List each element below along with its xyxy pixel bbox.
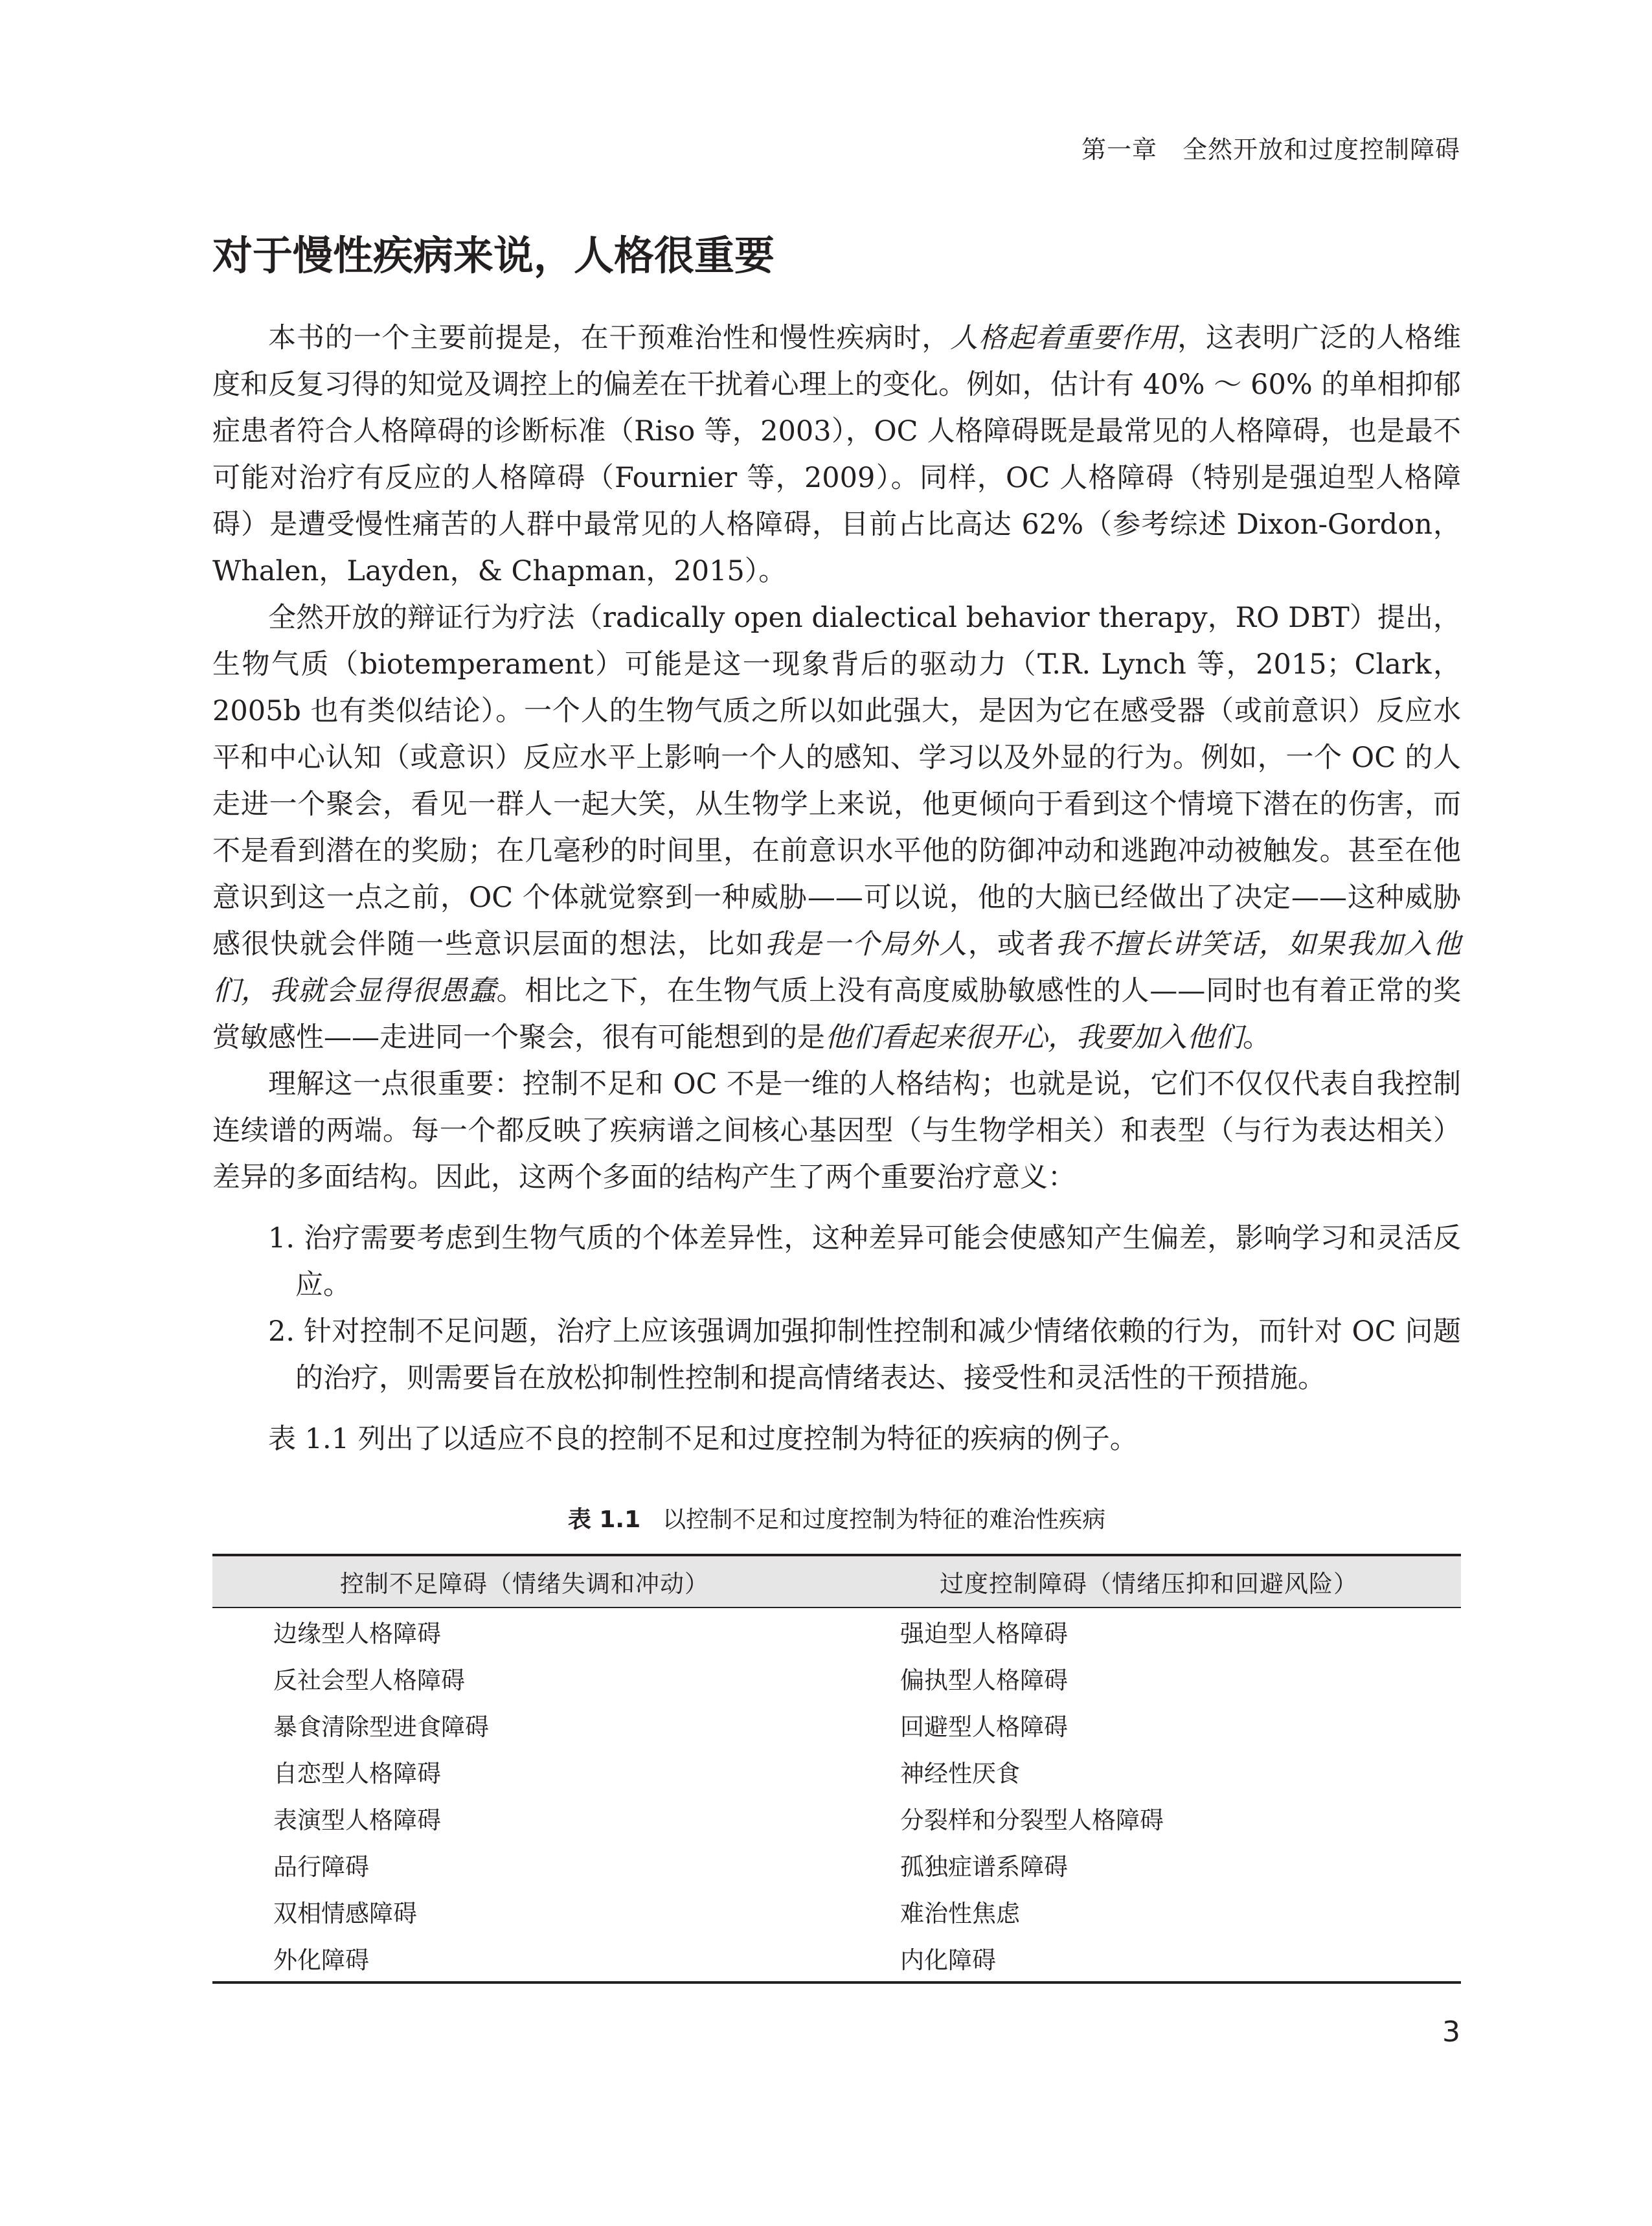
table-row bbox=[212, 1607, 1461, 1655]
table-cell-undercontrol: 双相情感障碍 bbox=[273, 1899, 417, 1927]
table-header-undercontrol: 控制不足障碍（情绪失调和冲动） bbox=[212, 1555, 837, 1607]
table-row bbox=[212, 1841, 1461, 1888]
paragraph-2-text-a: 全然开放的辩证行为疗法（radically open dialectical behavior therapy，RO DBT）提出，生物气质（biotemperament）可能是这一现象背后的驱动力（T.R. Lynch 等，2015；Clark，2005b 也有类似结论）。一个人的生物气质之所以如此强大，是因为它在感受器（或前意识）反应水平和中心认知（或意识）反应水平上影响一个人的感知、学习以及外显的行为。例如，一个 OC 的人走进一个聚会，看见一群人一起大笑，从生物学上来说，他更倾向于看到这个情境下潜在的伤害，而不是看到潜在的奖励；在几毫秒的时间里，在前意识水平他的防御冲动和逃跑冲动被触发。甚至在他意识到这一点之前，OC 个体就觉察到一种威胁——可以说，他的大脑已经做出了决定——这种威胁感很快就会伴随一些意识层面的想法，比如 bbox=[212, 601, 1461, 960]
paragraph-1-emphasis: 人格起着重要作用 bbox=[950, 321, 1178, 354]
paragraph-1 bbox=[212, 315, 1461, 595]
paragraph-1-text-b: ，这表明广泛的人格维度和反复习得的知觉及调控上的偏差在干扰着心理上的变化。例如，估计有 40% ～ 60% 的单相抑郁症患者符合人格障碍的诊断标准（Riso 等，2003），OC 人格障碍既是最常见的人格障碍，也是最不可能对治疗有反应的人格障碍（Fournier 等，2009）。同样，OC 人格障碍（特别是强迫型人格障碍）是遭受慢性痛苦的人群中最常见的人格障碍，目前占比高达 62%（参考综述 Dixon-Gordon，Whalen，Layden，& Chapman，2015）。 bbox=[212, 321, 1462, 587]
table-caption bbox=[212, 1501, 1461, 1534]
paragraph-2-emphasis-2: 我不擅长讲笑话，如果我加入他们，我就会显得很愚蠢 bbox=[212, 927, 1462, 1007]
table-cell-overcontrol: 回避型人格障碍 bbox=[900, 1712, 1068, 1741]
table-row bbox=[212, 1795, 1461, 1841]
table-header-overcontrol: 过度控制障碍（情绪压抑和回避风险） bbox=[837, 1555, 1461, 1607]
table-cell-overcontrol: 神经性厌食 bbox=[900, 1759, 1020, 1788]
paragraph-2-emphasis-1: 我是一个局外人 bbox=[764, 927, 968, 960]
implications-list bbox=[212, 1215, 1461, 1402]
table-cell-overcontrol: 难治性焦虑 bbox=[900, 1899, 1020, 1927]
table-cell-undercontrol: 表演型人格障碍 bbox=[273, 1806, 441, 1834]
table-row bbox=[212, 1655, 1461, 1701]
paragraph-2 bbox=[212, 595, 1461, 1061]
table-cell-overcontrol: 内化障碍 bbox=[900, 1946, 996, 1974]
table-row bbox=[212, 1935, 1461, 1982]
table-cell-overcontrol: 孤独症谱系障碍 bbox=[900, 1852, 1068, 1881]
list-item: 1. 治疗需要考虑到生物气质的个体差异性，这种差异可能会使感知产生偏差，影响学习和灵活反应。 bbox=[268, 1221, 1461, 1301]
paragraph-2-text-b: ，或者 bbox=[967, 927, 1056, 960]
table-row bbox=[212, 1701, 1461, 1748]
table-header-row bbox=[212, 1555, 1461, 1607]
running-header: 第一章 全然开放和过度控制障碍 bbox=[1081, 135, 1460, 164]
table-cell-overcontrol: 强迫型人格障碍 bbox=[900, 1619, 1068, 1648]
table-cell-undercontrol: 外化障碍 bbox=[273, 1946, 369, 1974]
paragraph-2-text-d: 。 bbox=[1243, 1021, 1271, 1054]
table-cell-undercontrol: 边缘型人格障碍 bbox=[273, 1619, 441, 1648]
page-number: 3 bbox=[1442, 2016, 1460, 2049]
list-item: 2. 针对控制不足问题，治疗上应该强调加强抑制性控制和减少情绪依赖的行为，而针对 OC 问题的治疗，则需要旨在放松抑制性控制和提高情绪表达、接受性和灵活性的干预措施。 bbox=[268, 1315, 1461, 1394]
paragraph-2-emphasis-3: 他们看起来很开心，我要加入他们 bbox=[825, 1021, 1243, 1054]
table-caption-number: 表 1.1 bbox=[567, 1506, 641, 1533]
paragraph-1-text-a: 本书的一个主要前提是，在干预难治性和慢性疾病时， bbox=[268, 321, 951, 354]
table-cell-overcontrol: 分裂样和分裂型人格障碍 bbox=[900, 1806, 1164, 1834]
page-content bbox=[212, 231, 1461, 1984]
section-title: 对于慢性疾病来说，人格很重要 bbox=[212, 232, 775, 279]
table-row bbox=[212, 1748, 1461, 1795]
table-cell-undercontrol: 品行障碍 bbox=[273, 1852, 369, 1881]
paragraph-2-text-c: 。相比之下，在生物气质上没有高度威胁敏感性的人——同时也有着正常的奖赏敏感性——走进同一个聚会，很有可能想到的是 bbox=[212, 974, 1462, 1054]
paragraph-4: 表 1.1 列出了以适应不良的控制不足和过度控制为特征的疾病的例子。 bbox=[268, 1422, 1138, 1455]
table-row bbox=[212, 1888, 1461, 1935]
table-cell-undercontrol: 反社会型人格障碍 bbox=[273, 1666, 465, 1694]
table-cell-overcontrol: 偏执型人格障碍 bbox=[900, 1666, 1068, 1694]
paragraph-3: 理解这一点很重要：控制不足和 OC 不是一维的人格结构；也就是说，它们不仅仅代表自我控制连续谱的两端。每一个都反映了疾病谱之间核心基因型（与生物学相关）和表型（与行为表达相关）差异的多面结构。因此，这两个多面的结构产生了两个重要治疗意义： bbox=[212, 1067, 1461, 1194]
disorders-table bbox=[212, 1554, 1461, 1984]
table-cell-undercontrol: 暴食清除型进食障碍 bbox=[273, 1712, 489, 1741]
table-caption-text: 以控制不足和过度控制为特征的难治性疾病 bbox=[662, 1506, 1106, 1533]
table-cell-undercontrol: 自恋型人格障碍 bbox=[273, 1759, 441, 1788]
